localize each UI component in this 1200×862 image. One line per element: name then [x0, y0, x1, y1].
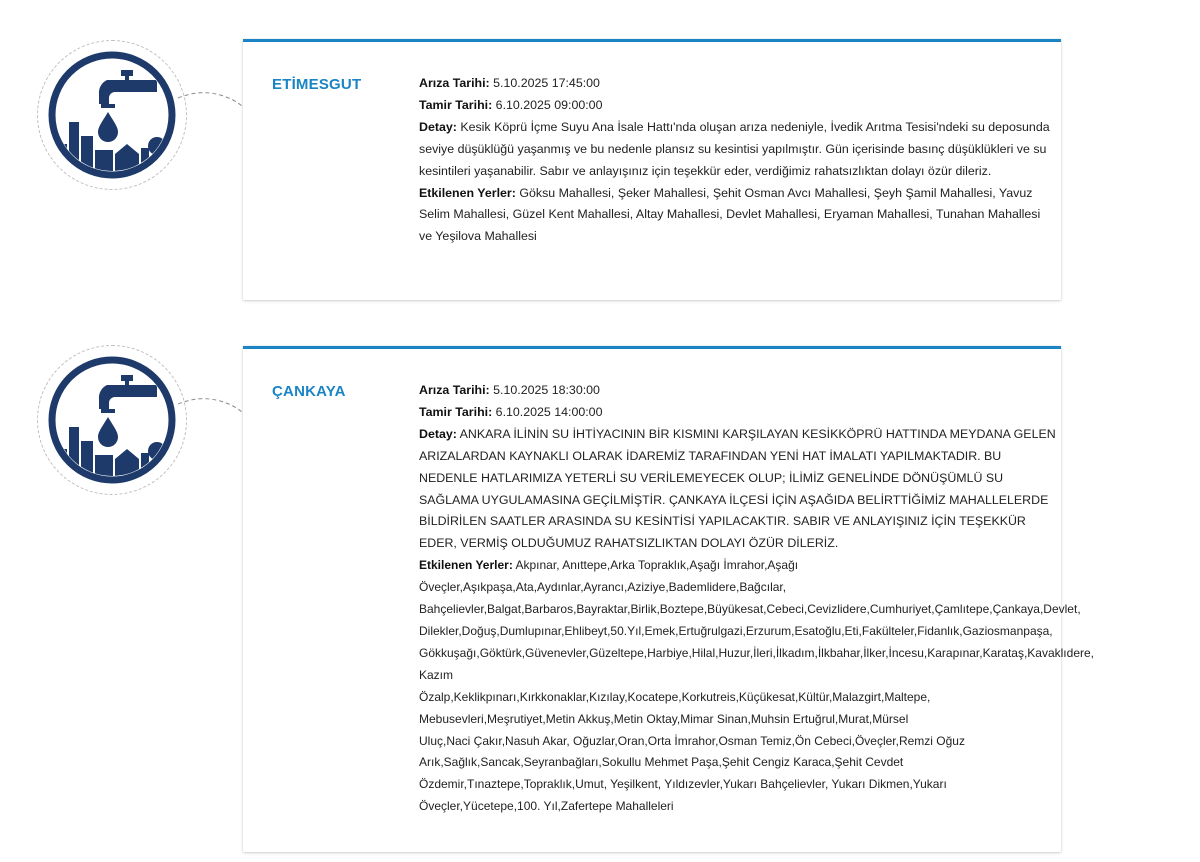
outage-card — [243, 39, 1061, 300]
affected-label: Etkilenen Yerler: — [419, 558, 513, 573]
affected-line: Öveçler,Aşıkpaşa,Ata,Aydınlar,Ayrancı,Aziziye,Bademlidere,Bağcılar, — [419, 580, 787, 595]
district-name: ÇANKAYA — [272, 383, 346, 400]
outage-icon-ring — [37, 345, 187, 495]
repair-date-label: Tamir Tarihi: — [419, 97, 493, 112]
repair-date-value: 6.10.2025 14:00:00 — [495, 404, 603, 419]
connector-line — [178, 86, 244, 116]
repair-date-row — [419, 402, 1059, 424]
water-tap-city-icon — [45, 48, 179, 182]
detail-row — [419, 117, 1053, 183]
affected-row — [419, 555, 1059, 577]
fault-date-label: Arıza Tarihi: — [419, 383, 490, 397]
district-name: ETİMESGUT — [272, 76, 362, 93]
outage-details — [419, 380, 1094, 818]
outage-card — [243, 346, 1094, 852]
fault-date-value: 5.10.2025 18:30:00 — [493, 383, 600, 397]
affected-line: Akpınar, Anıttepe,Arka Topraklık,Aşağı İmrahor,Aşağı — [515, 558, 799, 573]
repair-date-value: 6.10.2025 09:00:00 — [495, 97, 603, 112]
detail-label: Detay: — [419, 119, 457, 134]
affected-line: Gökkuşağı,Göktürk,Güvenevler,Güzeltepe,Harbiye,Hilal,Huzur,İleri,İlkadım,İlkbahar,İlker,İncesu,Karapınar,Karataş,Kavaklıdere, — [419, 645, 1094, 660]
detail-text: Kesik Köprü İçme Suyu Ana İsale Hattı'nda oluşan arıza nedeniyle, İvedik Arıtma Tesisi'ndeki su deposunda seviye düşüklüğü yaşanmış ve bu nedenle plansız su kesintisi yapılmıştır. Gün içerisinde basınç düşüklükleri ve su kesintileri yaşanabilir. Sabır ve anlayışınız için teşekkür eder, verdiğimiz rahatsızlıktan dolayı özür dileriz. — [419, 119, 1050, 178]
affected-line: Özdemir,Tınaztepe,Topraklık,Umut, Yeşilkent, Yıldızevler,Yukarı Bahçelievler, Yukarı Dikmen,Yukarı — [419, 777, 947, 792]
affected-line: Dilekler,Doğuş,Dumlupınar,Ehlibeyt,50.Yıl,Emek,Ertuğrulgazi,Erzurum,Esatoğlu,Eti,Fakülteler,Fidanlık,Gaziosmanpaşa, — [419, 623, 1053, 638]
affected-line: Bahçelievler,Balgat,Barbaros,Bayraktar,Birlik,Boztepe,Büyükesat,Cebeci,Cevizlidere,Cumhuriyet,Çamlıtepe,Çankaya,Devlet, — [419, 602, 1081, 617]
fault-date-row — [419, 380, 1059, 402]
repair-date-row — [419, 95, 1053, 117]
fault-date-value: 5.10.2025 17:45:00 — [493, 76, 600, 90]
repair-date-label: Tamir Tarihi: — [419, 404, 493, 419]
affected-line: Arık,Sağlık,Sancak,Seyranbağları,Sokullu Mehmet Paşa,Şehit Cengiz Karaca,Şehit Cevdet — [419, 755, 904, 770]
fault-date-label: Arıza Tarihi: — [419, 76, 490, 90]
affected-row — [419, 183, 1053, 249]
affected-line: Özalp,Keklikpınarı,Kırkkonaklar,Kızılay,Kocatepe,Korkutreis,Küçükesat,Kültür,Malazgirt,Maltepe, — [419, 689, 931, 704]
fault-date-row — [419, 73, 1053, 95]
detail-text: ANKARA İLİNİN SU İHTİYACININ BİR KISMINI KARŞILAYAN KESİKKÖPRÜ HATTINDA MEYDANA GELEN ARIZALARDAN KAYNAKLI OLARAK İDAREMİZ TARAFINDAN YENİ HAT İMALATI YAPILMAKTADIR. BU NEDENLE HATLARIMIZA YETERLİ SU VERİLEMEYECEK OLUP; İLİMİZ GENELİNDE DÖNÜŞÜMLÜ SU SAĞLAMA UYGULAMASINA GEÇİLMİŞTİR. ÇANKAYA İLÇESİ İÇİN AŞAĞIDA BELİRTTİĞİMİZ MAHALLELERDE BİLDİRİLEN SAATLER ARASINDA SU KESİNTİSİ YAPILACAKTIR. SABIR VE ANLAYIŞINIZ İÇİN TEŞEKKÜR EDER, VERMİŞ OLDUĞUMUZ RAHATSIZLIKTAN DOLAYI ÖZÜR DİLERİZ. — [419, 426, 1056, 551]
outage-details — [419, 73, 1053, 248]
affected-line: Öveçler,Yücetepe,100. Yıl,Zafertepe Mahalleleri — [419, 799, 674, 814]
detail-label: Detay: — [419, 426, 457, 441]
detail-row — [419, 424, 1059, 555]
connector-line — [178, 392, 244, 422]
affected-label: Etkilenen Yerler: — [419, 185, 516, 200]
affected-line: Uluç,Naci Çakır,Nasuh Akar, Oğuzlar,Oran,Orta İmrahor,Osman Temiz,Ön Cebeci,Öveçler,Remzi Oğuz — [419, 733, 965, 748]
affected-line: Kazım — [419, 667, 454, 682]
outage-icon-ring — [37, 40, 187, 190]
water-tap-city-icon — [45, 353, 179, 487]
affected-text: Göksu Mahallesi, Şeker Mahallesi, Şehit Osman Avcı Mahallesi, Şeyh Şamil Mahallesi, Yavuz Selim Mahallesi, Güzel Kent Mahallesi, Altay Mahallesi, Devlet Mahallesi, Eryaman Mahallesi, Tunahan Mahallesi ve Yeşilova Mahallesi — [419, 185, 1041, 244]
affected-line: Mebusevleri,Meşrutiyet,Metin Akkuş,Metin Oktay,Mimar Sinan,Muhsin Ertuğrul,Murat,Mürsel — [419, 711, 909, 726]
